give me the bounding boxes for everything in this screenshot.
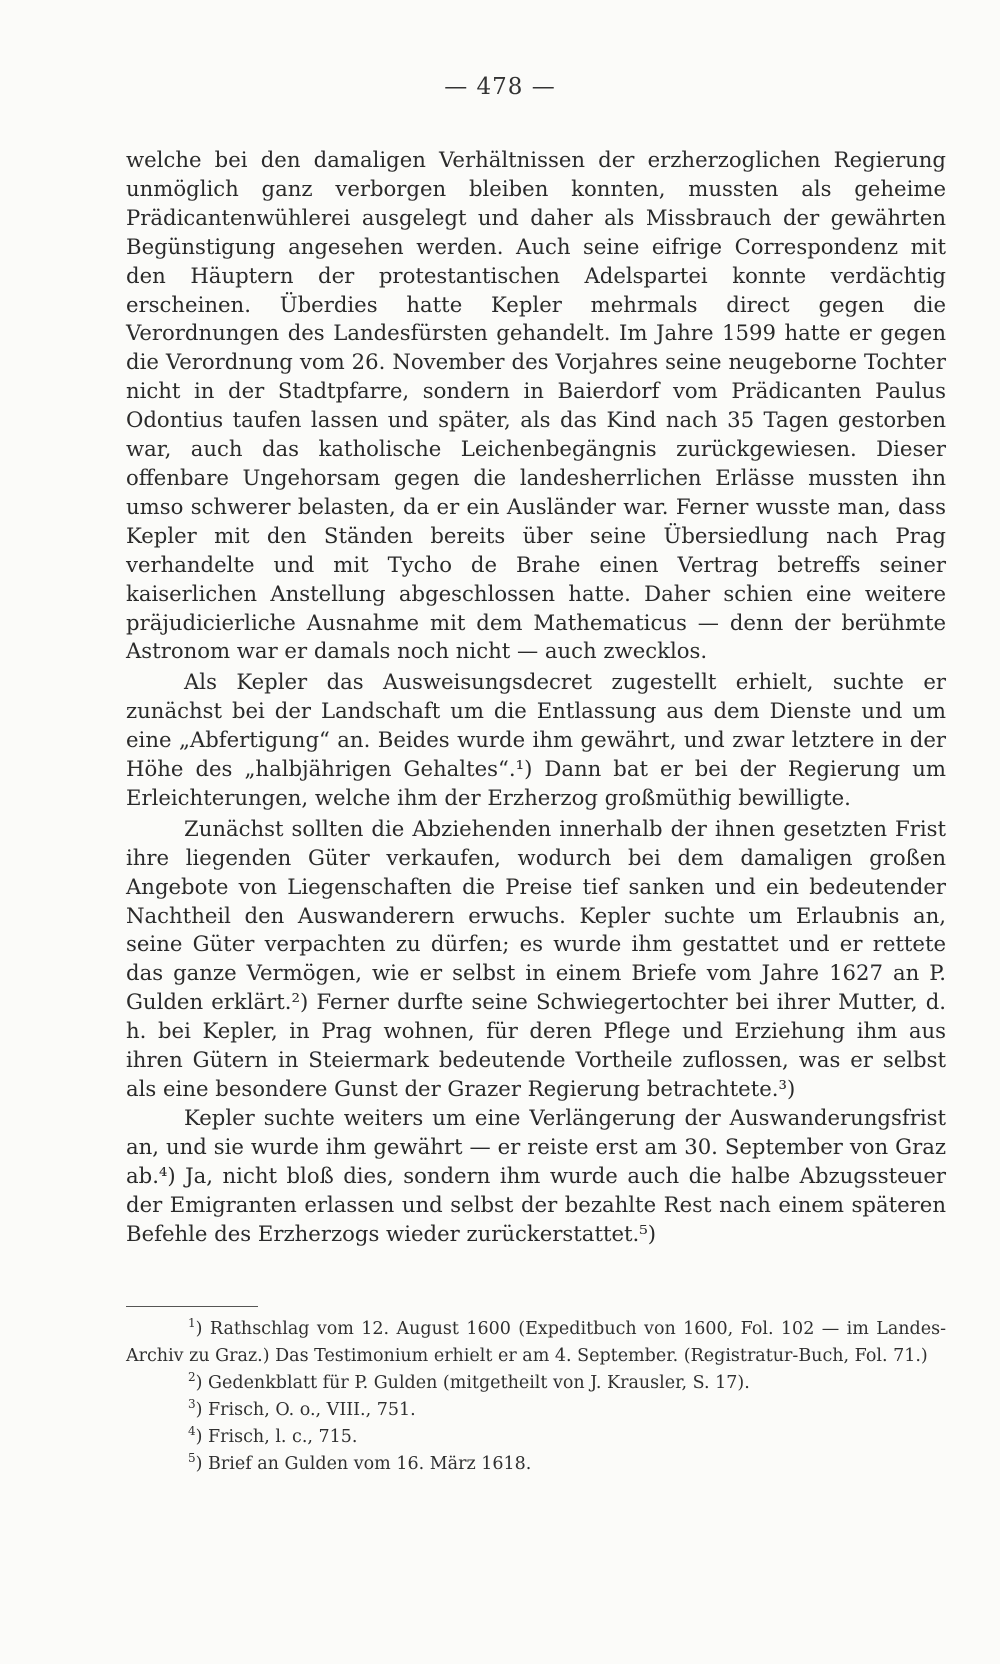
paragraph: Als Kepler das Ausweisungsdecret zugestellt erhielt, suchte er zunächst bei der Landschaft um die Entlassung aus dem Dienste und um eine „Abfertigung“ an. Beides wurde ihm gewährt, und zwar letztere in der Höhe des „halbjährigen Gehaltes“.¹) Dann bat er bei der Regierung um Erleichterungen, welche ihm der Erzherzog großmüthig bewilligte. <box>126 669 946 810</box>
footnote-text: Frisch, O. o., VIII., 751. <box>208 1400 416 1420</box>
paragraph: Zunächst sollten die Abziehenden innerhalb der ihnen gesetzten Frist ihre liegenden Güter verkaufen, wodurch bei dem damaligen großen Angebote von Liegenschaften die Preise tief sanken und ein bedeutender Nachtheil den Auswanderern erwuchs. Kepler suchte um Erlaubnis an, seine Güter verpachten zu dürfen; es wurde ihm gestattet und er rettete das ganze Vermögen, wie er selbst in einem Briefe vom Jahre 1627 an P. Gulden erklärt.²) Ferner durfte seine Schwiegertochter bei ihrer Mutter, d. h. bei Kepler, in Prag wohnen, für deren Pflege und Erziehung ihm aus ihren Gütern in Steiermark bedeutende Vortheile zuflossen, was er selbst als eine besondere Gunst der Grazer Regierung betrachtete.³) <box>126 815 946 1101</box>
footnote: $^5$) Brief an Gulden vom 16. März 1618. <box>188 1451 532 1474</box>
footnote-text: Rathschlag vom 12. August 1600 (Expeditbuch von 1600, Fol. 102 — im Landes-Archiv zu Graz.) Das Testimonium erhielt er am 4. September. (Registratur-Buch, Fol. 71.) <box>126 1319 946 1366</box>
footnotes <box>126 1316 946 1478</box>
footnote: $^3$) Frisch, O. o., VIII., 751. <box>188 1397 416 1420</box>
footnote-text: Gedenkblatt für P. Gulden (mitgetheilt von J. Krausler, S. 17). <box>208 1373 750 1393</box>
footnote-divider <box>126 1306 258 1307</box>
footnote: $^2$) Gedenkblatt für P. Gulden (mitgetheilt von J. Krausler, S. 17). <box>188 1370 750 1393</box>
footnote-mark: 4 <box>188 1424 196 1439</box>
main-text <box>126 146 946 1248</box>
footnote-text: Frisch, l. c., 715. <box>208 1427 358 1447</box>
footnote-text: Brief an Gulden vom 16. März 1618. <box>208 1454 532 1474</box>
paragraph: welche bei den damaligen Verhältnissen der erzherzoglichen Regierung unmöglich ganz verborgen bleiben konnten, mussten als geheime Prädicantenwühlerei ausgelegt und daher als Missbrauch der gewährten Begünstigung angesehen werden. Auch seine eifrige Correspondenz mit den Häuptern der protestantischen Adelspartei konnte verdächtig erscheinen. Überdies hatte Kepler mehrmals direct gegen die Verordnungen des Landesfürsten gehandelt. Im Jahre 1599 hatte er gegen die Verordnung vom 26. November des Vorjahres seine neugeborne Tochter nicht in der Stadtpfarre, sondern in Baierdorf vom Prädicanten Paulus Odontius taufen lassen und später, als das Kind nach 35 Tagen gestorben war, auch das katholische Leichenbegängnis zurückgewiesen. Dieser offenbare Ungehorsam gegen die landesherrlichen Erlässe mussten ihn umso schwerer belasten, da er ein Ausländer war. Ferner wusste man, dass Kepler mit den Ständen bereits über seine Übersiedlung nach Prag verhandelte und mit Tycho de Brahe einen Vertrag betreffs seiner kaiserlichen Anstellung abgeschlossen hatte. Daher schien eine weitere präjudicierliche Ausnahme mit dem Mathematicus — denn der berühmte Astronom war er damals noch nicht — auch zwecklos. <box>126 147 946 664</box>
footnote-mark: 2 <box>188 1370 196 1385</box>
footnote-mark: 5 <box>188 1451 196 1466</box>
footnote: $^1$) Rathschlag vom 12. August 1600 (Expeditbuch von 1600, Fol. 102 — im Landes-Archiv zu Graz.) Das Testimonium erhielt er am 4. September. (Registratur-Buch, Fol. 71.) <box>126 1316 946 1366</box>
footnote: $^4$) Frisch, l. c., 715. <box>188 1424 358 1447</box>
paragraph: Kepler suchte weiters um eine Verlängerung der Auswanderungsfrist an, und sie wurde ihm gewährt — er reiste erst am 30. September von Graz ab.⁴) Ja, nicht bloß dies, sondern ihm wurde auch die halbe Abzugssteuer der Emigranten erlassen und selbst der bezahlte Rest nach einem späteren Befehle des Erzherzogs wieder zurückerstattet.⁵) <box>126 1104 946 1246</box>
page-number: — 478 — <box>444 74 556 100</box>
footnote-mark: 1 <box>188 1316 196 1331</box>
footnote-mark: 3 <box>188 1397 196 1412</box>
